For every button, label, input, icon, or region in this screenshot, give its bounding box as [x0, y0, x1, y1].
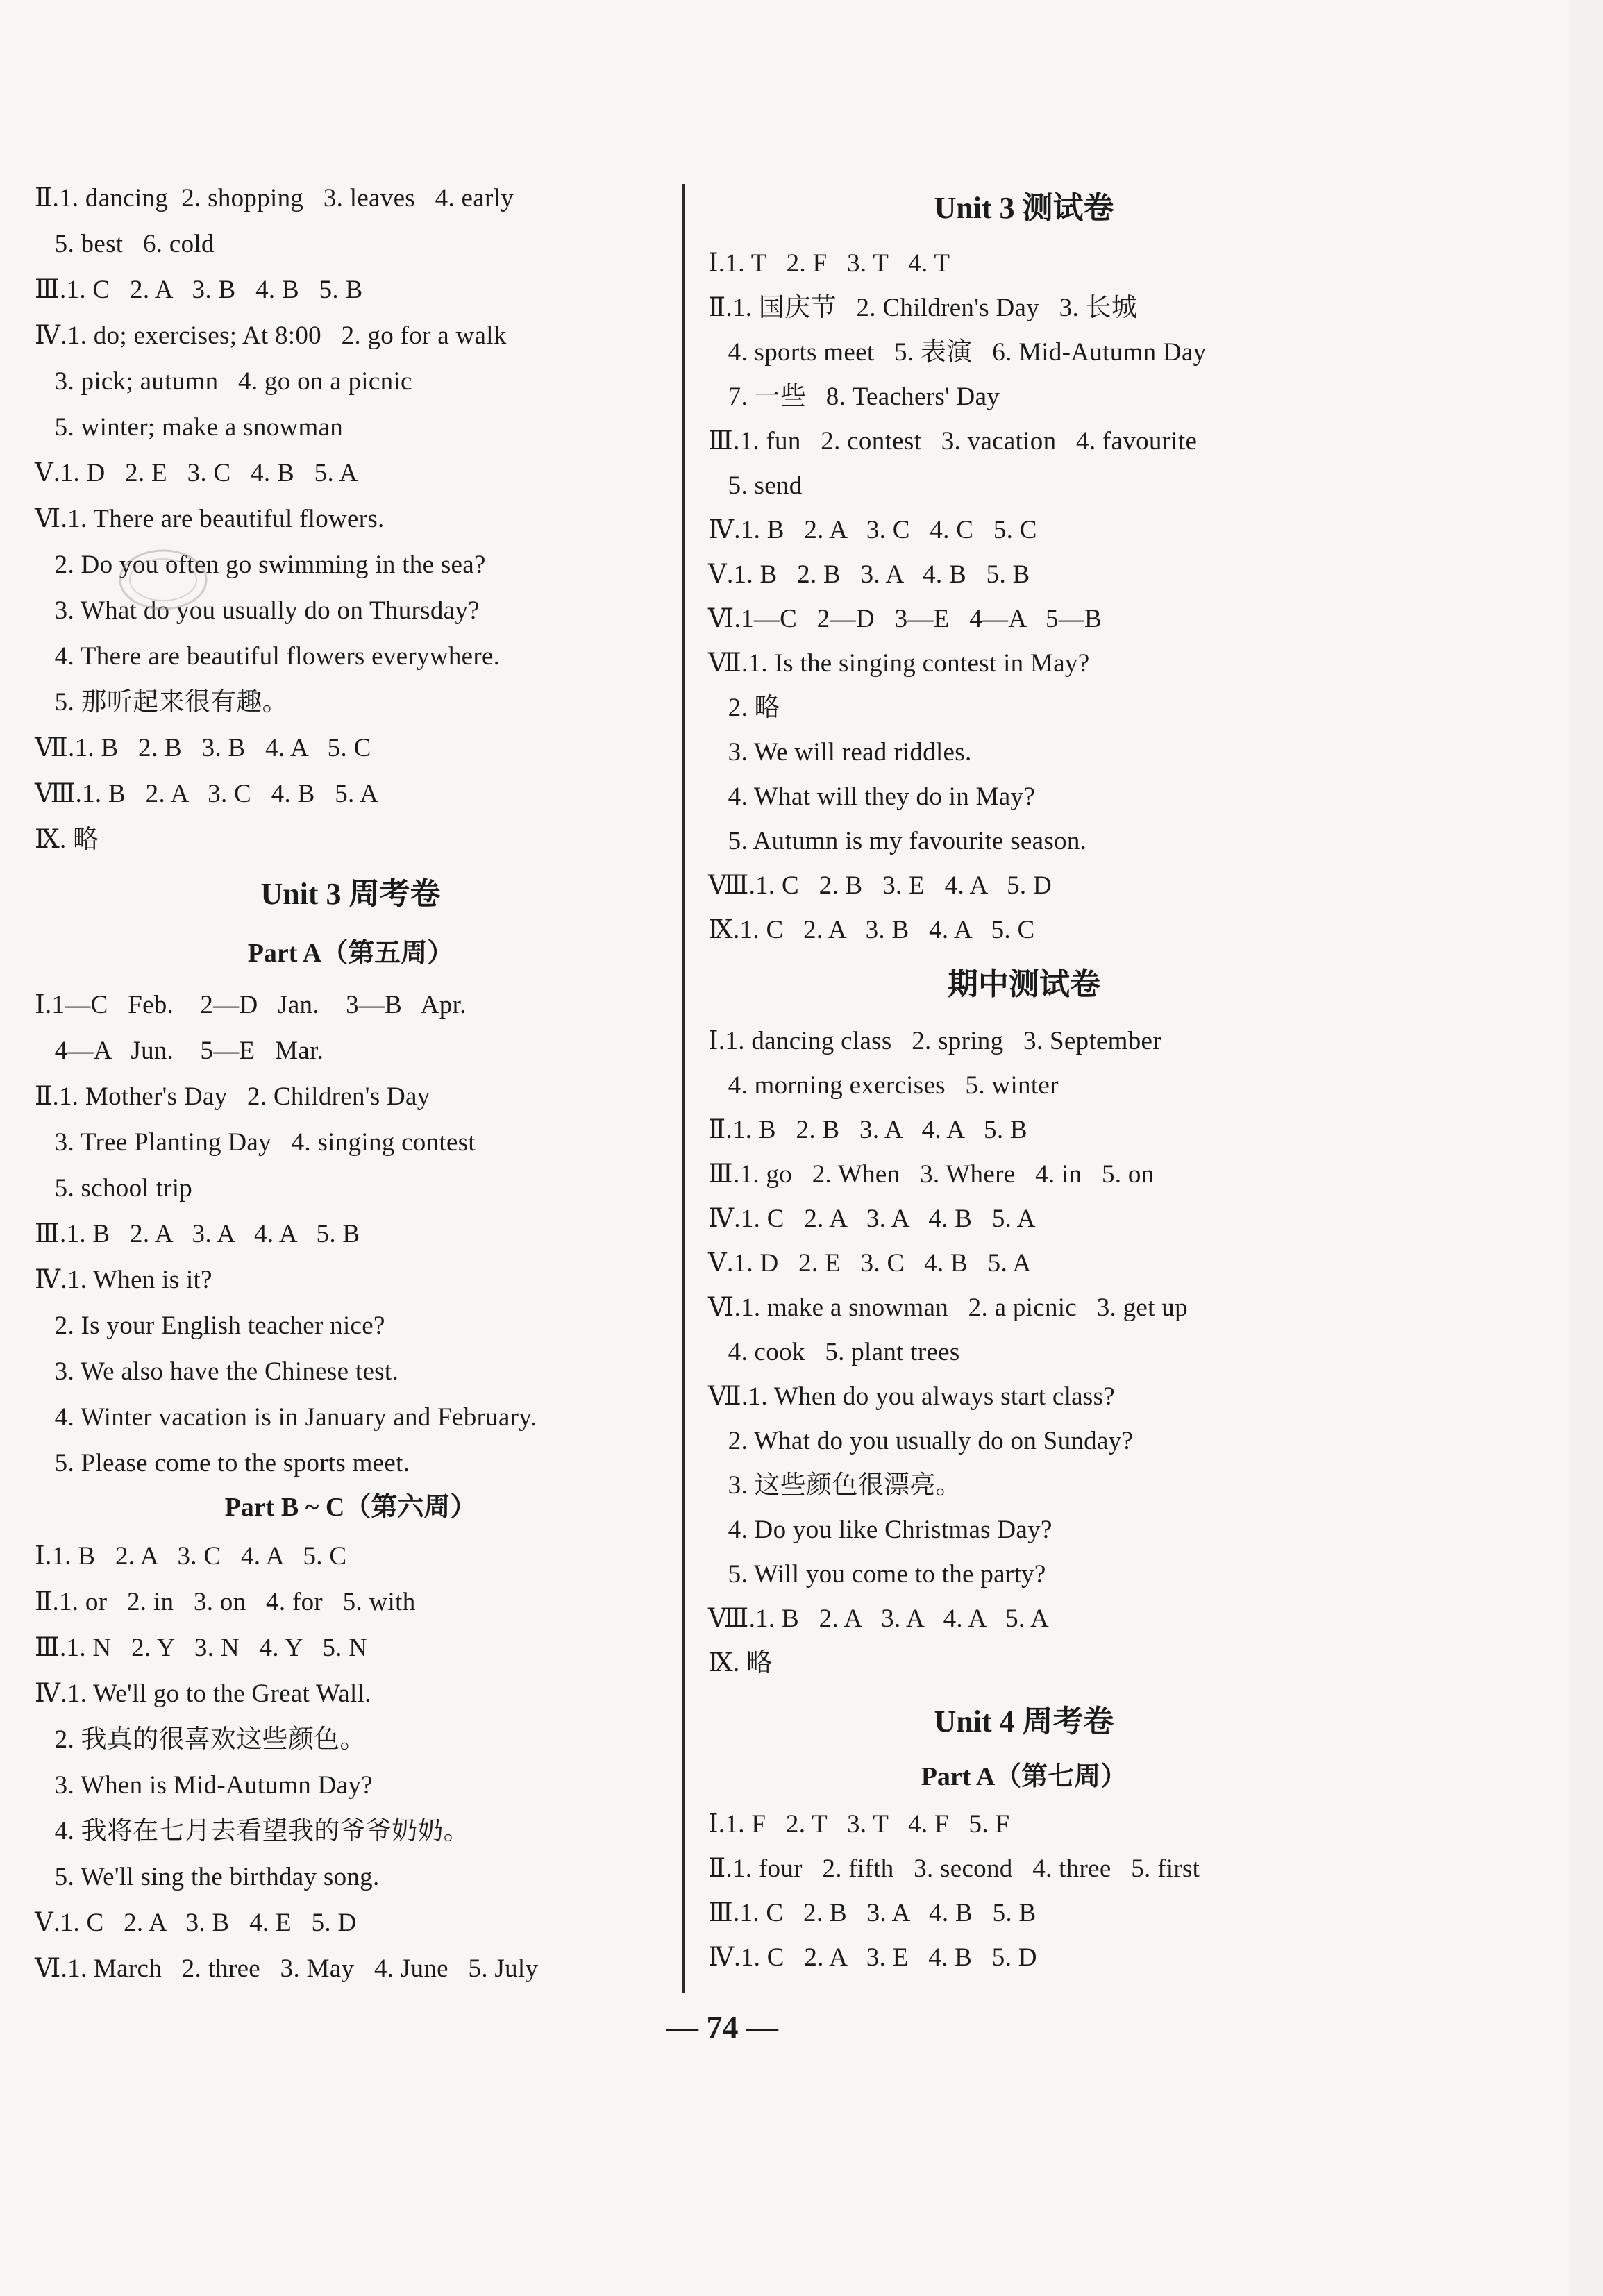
answer-line: Ⅲ.1. N 2. Y 3. N 4. Y 5. N: [35, 1634, 368, 1662]
answer-line: Ⅲ.1. B 2. A 3. A 4. A 5. B: [35, 1220, 360, 1248]
answer-line: 3. We also have the Chinese test.: [35, 1357, 398, 1386]
watermark-stamp-icon: [111, 538, 215, 621]
answer-line: Ⅵ.1—C 2—D 3—E 4—A 5—B: [708, 605, 1102, 633]
answer-line: Ⅳ.1. We'll go to the Great Wall.: [35, 1679, 371, 1708]
answer-line: Ⅱ.1. Mother's Day 2. Children's Day: [35, 1082, 430, 1111]
answer-line: 5. Please come to the sports meet.: [35, 1449, 410, 1477]
answer-line: Ⅷ.1. B 2. A 3. C 4. B 5. A: [35, 780, 379, 808]
answer-line: 4. Do you like Christmas Day?: [708, 1516, 1052, 1544]
answer-line: Ⅰ.1. F 2. T 3. T 4. F 5. F: [708, 1810, 1010, 1838]
answer-line: 4. What will they do in May?: [708, 782, 1036, 811]
answer-line: 4. morning exercises 5. winter: [708, 1071, 1059, 1100]
answer-line: Ⅷ.1. C 2. B 3. E 4. A 5. D: [708, 871, 1052, 900]
answer-line: Ⅲ.1. go 2. When 3. Where 4. in 5. on: [708, 1160, 1155, 1189]
answer-line: 3. What do you usually do on Thursday?: [35, 596, 480, 625]
answer-line: Ⅶ.1. B 2. B 3. B 4. A 5. C: [35, 734, 371, 762]
answer-line: 5. winter; make a snowman: [35, 413, 344, 442]
answer-line: Ⅲ.1. C 2. B 3. A 4. B 5. B: [708, 1899, 1037, 1927]
answer-line: 5. 那听起来很有趣。: [35, 688, 288, 717]
answer-line: 7. 一些 8. Teachers' Day: [708, 383, 1000, 411]
answer-line: Ⅳ.1. When is it?: [35, 1266, 212, 1294]
answer-line: Ⅵ.1. March 2. three 3. May 4. June 5. July: [35, 1954, 539, 1983]
answer-line: Ⅸ. 略: [35, 826, 99, 854]
answer-line: 5. school trip: [35, 1174, 193, 1203]
answer-line: Ⅱ.1. dancing 2. shopping 3. leaves 4. early: [35, 184, 514, 212]
column-divider: [682, 184, 685, 1993]
answer-line: 4. cook 5. plant trees: [708, 1338, 960, 1366]
part-title: Part A（第七周）: [921, 1762, 1127, 1791]
answer-line: 3. We will read riddles.: [708, 738, 972, 766]
answer-line: Ⅴ.1. D 2. E 3. C 4. B 5. A: [35, 459, 358, 487]
answer-line: 4. sports meet 5. 表演 6. Mid-Autumn Day: [708, 338, 1207, 367]
answer-line: 2. Is your English teacher nice?: [35, 1312, 385, 1340]
answer-line: Ⅶ.1. Is the singing contest in May?: [708, 649, 1090, 678]
answer-line: Ⅵ.1. There are beautiful flowers.: [35, 505, 385, 533]
answer-line: 4. There are beautiful flowers everywhere.: [35, 642, 501, 671]
section-title: Unit 3 周考卷: [260, 877, 441, 911]
answer-line: Ⅳ.1. B 2. A 3. C 4. C 5. C: [708, 516, 1037, 544]
answer-line: Ⅴ.1. D 2. E 3. C 4. B 5. A: [708, 1249, 1032, 1277]
answer-line: 3. pick; autumn 4. go on a picnic: [35, 367, 412, 396]
answer-line: Ⅲ.1. C 2. A 3. B 4. B 5. B: [35, 276, 363, 304]
answer-line: 5. Autumn is my favourite season.: [708, 827, 1087, 855]
section-title: 期中测试卷: [948, 967, 1100, 1001]
answer-line: Ⅱ.1. or 2. in 3. on 4. for 5. with: [35, 1588, 416, 1616]
answer-line: 5. We'll sing the birthday song.: [35, 1863, 380, 1891]
answer-line: Ⅲ.1. fun 2. contest 3. vacation 4. favourite: [708, 427, 1198, 455]
answer-line: Ⅱ.1. 国庆节 2. Children's Day 3. 长城: [708, 294, 1138, 322]
answer-line: 2. 我真的很喜欢这些颜色。: [35, 1725, 366, 1754]
answer-line: Ⅷ.1. B 2. A 3. A 4. A 5. A: [708, 1604, 1050, 1633]
answer-line: Ⅸ. 略: [708, 1649, 773, 1677]
answer-line: Ⅳ.1. do; exercises; At 8:00 2. go for a walk: [35, 321, 507, 350]
answer-line: Ⅰ.1. T 2. F 3. T 4. T: [708, 249, 950, 278]
part-title: Part A（第五周）: [247, 939, 454, 968]
answer-line: 5. send: [708, 471, 803, 500]
answer-line: Ⅱ.1. B 2. B 3. A 4. A 5. B: [708, 1116, 1027, 1144]
answer-line: Ⅴ.1. B 2. B 3. A 4. B 5. B: [708, 560, 1030, 589]
section-title: Unit 3 测试卷: [934, 191, 1114, 225]
section-title: Unit 4 周考卷: [934, 1704, 1114, 1738]
answer-line: 3. Tree Planting Day 4. singing contest: [35, 1128, 476, 1157]
answer-line: Ⅳ.1. C 2. A 3. A 4. B 5. A: [708, 1205, 1036, 1233]
answer-line: 2. Do you often go swimming in the sea?: [35, 551, 486, 579]
answer-line: 4—A Jun. 5—E Mar.: [35, 1037, 324, 1065]
answer-line: Ⅴ.1. C 2. A 3. B 4. E 5. D: [35, 1909, 357, 1937]
answer-line: 3. 这些颜色很漂亮。: [708, 1471, 962, 1500]
answer-line: Ⅳ.1. C 2. A 3. E 4. B 5. D: [708, 1943, 1037, 1972]
answer-line: Ⅶ.1. When do you always start class?: [708, 1382, 1116, 1411]
answer-line: 3. When is Mid-Autumn Day?: [35, 1771, 373, 1800]
answer-line: 5. best 6. cold: [35, 230, 215, 258]
answer-line: Ⅰ.1—C Feb. 2—D Jan. 3—B Apr.: [35, 991, 467, 1019]
answer-line: Ⅵ.1. make a snowman 2. a picnic 3. get up: [708, 1293, 1188, 1322]
answer-line: 2. What do you usually do on Sunday?: [708, 1427, 1134, 1455]
answer-line: 4. 我将在七月去看望我的爷爷奶奶。: [35, 1817, 470, 1845]
answer-line: Ⅸ.1. C 2. A 3. B 4. A 5. C: [708, 916, 1035, 944]
part-title: Part B ~ C（第六周）: [224, 1493, 477, 1522]
page-number: — 74 —: [666, 2009, 778, 2045]
answer-line: 2. 略: [708, 694, 780, 722]
answer-line: Ⅰ.1. B 2. A 3. C 4. A 5. C: [35, 1542, 347, 1570]
answer-line: 4. Winter vacation is in January and February.: [35, 1403, 537, 1432]
answer-line: Ⅰ.1. dancing class 2. spring 3. September: [708, 1027, 1161, 1055]
answer-line: 5. Will you come to the party?: [708, 1560, 1046, 1589]
answer-line: Ⅱ.1. four 2. fifth 3. second 4. three 5. first: [708, 1854, 1200, 1883]
